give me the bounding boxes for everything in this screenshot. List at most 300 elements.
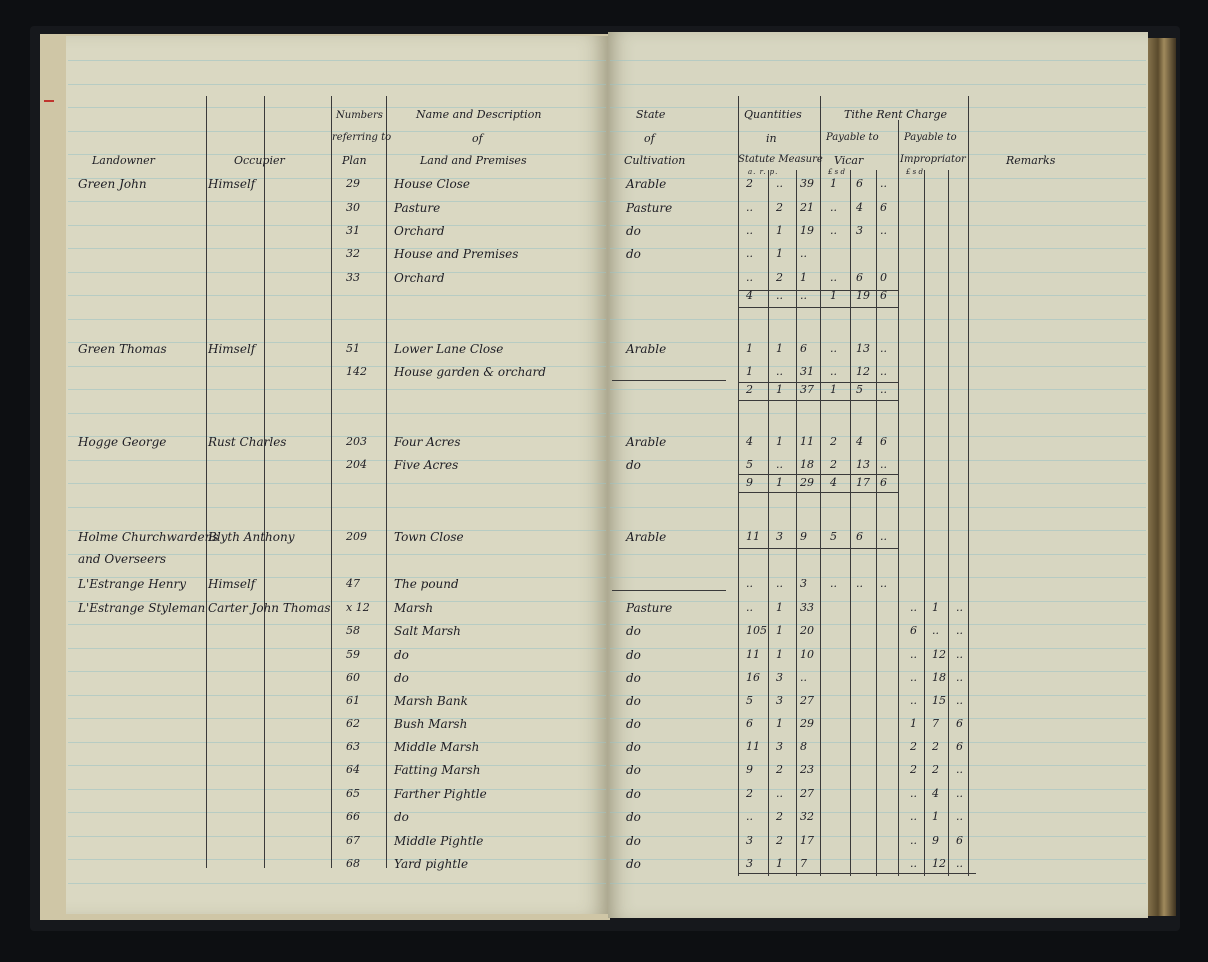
cultivation-cell: Pasture bbox=[626, 601, 673, 615]
perches-cell: 9 bbox=[800, 530, 807, 543]
vicar-shillings-cell: 13 bbox=[856, 342, 870, 355]
roods-cell: 1 bbox=[776, 857, 783, 870]
plan-number-cell: 59 bbox=[346, 648, 360, 661]
impro-shillings-cell: .. bbox=[932, 624, 939, 637]
vicar-pence-cell: 6 bbox=[880, 476, 887, 489]
ruled-line bbox=[610, 225, 1146, 226]
occupier-cell: Carter John Thomas bbox=[208, 601, 331, 615]
total-rule bbox=[738, 307, 898, 308]
roods-cell: 1 bbox=[776, 342, 783, 355]
total-rule bbox=[738, 474, 898, 475]
impro-pounds-cell: .. bbox=[910, 810, 917, 823]
ruled-line bbox=[68, 765, 606, 766]
acres-cell: 5 bbox=[746, 694, 753, 707]
ruled-line bbox=[610, 695, 1146, 696]
landowner-cell: L'Estrange Henry bbox=[78, 577, 187, 591]
ruled-line bbox=[68, 718, 606, 719]
ruled-line bbox=[610, 624, 1146, 625]
impro-shillings-cell: 7 bbox=[932, 717, 939, 730]
vicar-pounds-cell: 1 bbox=[830, 177, 837, 190]
plan-number-cell: 67 bbox=[346, 834, 360, 847]
plan-number-cell: 47 bbox=[346, 577, 360, 590]
vicar-shillings-cell: 6 bbox=[856, 177, 863, 190]
vicar-pounds-cell: .. bbox=[830, 365, 837, 378]
acres-cell: 6 bbox=[746, 717, 753, 730]
perches-cell: 8 bbox=[800, 740, 807, 753]
description-cell: Marsh bbox=[394, 601, 434, 615]
description-cell: Town Close bbox=[394, 530, 464, 544]
plan-number-cell: 61 bbox=[346, 694, 360, 707]
roods-cell: 2 bbox=[776, 271, 783, 284]
ruled-line bbox=[68, 836, 606, 837]
total-rule bbox=[612, 380, 726, 381]
plan-number-cell: 32 bbox=[346, 247, 360, 260]
description-cell: Farther Pightle bbox=[394, 787, 487, 801]
ruled-line bbox=[68, 883, 606, 884]
cultivation-cell: do bbox=[626, 694, 641, 708]
plan-number-cell: 65 bbox=[346, 787, 360, 800]
description-cell: Yard pightle bbox=[394, 857, 469, 871]
perches-cell: 19 bbox=[800, 224, 814, 237]
ruled-line bbox=[610, 272, 1146, 273]
cultivation-cell: Arable bbox=[626, 435, 667, 449]
plan-number-cell: 33 bbox=[346, 271, 360, 284]
perches-cell: 7 bbox=[800, 857, 807, 870]
red-margin-mark bbox=[44, 100, 54, 102]
cultivation-cell: do bbox=[626, 787, 641, 801]
cultivation-cell: do bbox=[626, 624, 641, 638]
perches-cell: 39 bbox=[800, 177, 814, 190]
ruled-line bbox=[610, 836, 1146, 837]
ruled-line bbox=[68, 695, 606, 696]
vicar-pounds-cell: .. bbox=[830, 201, 837, 214]
landowner-cell: Holme Churchwardens bbox=[78, 530, 219, 544]
ruled-line bbox=[610, 201, 1146, 202]
total-rule bbox=[738, 400, 898, 401]
total-rule bbox=[738, 382, 898, 383]
impro-pence-cell: 6 bbox=[956, 834, 963, 847]
acres-cell: 9 bbox=[746, 763, 753, 776]
occupier-cell: Himself bbox=[208, 342, 256, 356]
plan-number-cell: x 12 bbox=[346, 601, 370, 614]
ruled-line bbox=[68, 671, 606, 672]
cultivation-cell: do bbox=[626, 857, 641, 871]
impro-pounds-cell: .. bbox=[910, 694, 917, 707]
right-page bbox=[608, 32, 1148, 918]
acres-cell: 2 bbox=[746, 383, 753, 396]
cultivation-cell: do bbox=[626, 763, 641, 777]
roods-cell: 3 bbox=[776, 530, 783, 543]
roods-cell: 2 bbox=[776, 763, 783, 776]
header-state-of: of bbox=[644, 132, 655, 145]
roods-cell: 3 bbox=[776, 740, 783, 753]
description-cell: Bush Marsh bbox=[394, 717, 468, 731]
impro-pence-cell: .. bbox=[956, 671, 963, 684]
ruled-line bbox=[610, 530, 1146, 531]
description-cell: Lower Lane Close bbox=[394, 342, 504, 356]
ruled-line bbox=[610, 483, 1146, 484]
ruled-line bbox=[610, 765, 1146, 766]
plan-number-cell: 66 bbox=[346, 810, 360, 823]
perches-cell: .. bbox=[800, 289, 807, 302]
vicar-pounds-cell: 1 bbox=[830, 383, 837, 396]
acres-cell: 1 bbox=[746, 365, 753, 378]
vicar-shillings-cell: 19 bbox=[856, 289, 870, 302]
acres-cell: 16 bbox=[746, 671, 760, 684]
acres-cell: 2 bbox=[746, 787, 753, 800]
roods-cell: .. bbox=[776, 177, 783, 190]
roods-cell: 2 bbox=[776, 834, 783, 847]
perches-cell: .. bbox=[800, 671, 807, 684]
description-cell: House Close bbox=[394, 177, 470, 191]
header-quantities-in: in bbox=[766, 132, 777, 145]
perches-cell: 10 bbox=[800, 648, 814, 661]
impro-pence-cell: .. bbox=[956, 810, 963, 823]
header-vicar: Vicar bbox=[834, 154, 864, 167]
roods-cell: 2 bbox=[776, 810, 783, 823]
cultivation-cell: do bbox=[626, 224, 641, 238]
impro-pence-cell: .. bbox=[956, 787, 963, 800]
header-quantity-units: a. r. p. bbox=[748, 168, 779, 176]
header-numbers: Numbers bbox=[336, 110, 383, 121]
description-cell: Marsh Bank bbox=[394, 694, 468, 708]
description-cell: Fatting Marsh bbox=[394, 763, 481, 777]
description-cell: House garden & orchard bbox=[394, 365, 546, 379]
impro-pence-cell: .. bbox=[956, 694, 963, 707]
vicar-shillings-cell: 4 bbox=[856, 435, 863, 448]
perches-cell: 23 bbox=[800, 763, 814, 776]
header-vicar-money-units: £ s d bbox=[828, 168, 845, 176]
column-rule bbox=[738, 96, 739, 876]
vicar-pounds-cell: 2 bbox=[830, 435, 837, 448]
perches-cell: 3 bbox=[800, 577, 807, 590]
ruled-line bbox=[610, 742, 1146, 743]
acres-cell: 3 bbox=[746, 834, 753, 847]
perches-cell: 31 bbox=[800, 365, 814, 378]
ruled-line bbox=[610, 436, 1146, 437]
header-quantities: Quantities bbox=[744, 108, 802, 121]
ruled-line bbox=[68, 483, 606, 484]
header-cultivation: Cultivation bbox=[624, 154, 686, 167]
left-page bbox=[66, 36, 608, 914]
ruled-line bbox=[68, 60, 606, 61]
roods-cell: 1 bbox=[776, 717, 783, 730]
acres-cell: .. bbox=[746, 201, 753, 214]
acres-cell: .. bbox=[746, 601, 753, 614]
impro-shillings-cell: 1 bbox=[932, 810, 939, 823]
ruled-line bbox=[68, 272, 606, 273]
perches-cell: 32 bbox=[800, 810, 814, 823]
header-remarks: Remarks bbox=[1006, 154, 1056, 167]
roods-cell: 1 bbox=[776, 476, 783, 489]
cultivation-cell: do bbox=[626, 671, 641, 685]
header-numbers-plan: Plan bbox=[342, 154, 367, 167]
description-cell: Orchard bbox=[394, 271, 445, 285]
impro-shillings-cell: 15 bbox=[932, 694, 946, 707]
roods-cell: .. bbox=[776, 365, 783, 378]
plan-number-cell: 203 bbox=[346, 435, 367, 448]
ruled-line bbox=[610, 295, 1146, 296]
vicar-shillings-cell: 3 bbox=[856, 224, 863, 237]
description-cell: Five Acres bbox=[394, 458, 459, 472]
roods-cell: 3 bbox=[776, 671, 783, 684]
vicar-pence-cell: .. bbox=[880, 177, 887, 190]
ruled-line bbox=[610, 812, 1146, 813]
total-rule bbox=[612, 590, 726, 591]
column-rule bbox=[924, 170, 925, 876]
vicar-pence-cell: .. bbox=[880, 342, 887, 355]
column-rule bbox=[820, 96, 821, 876]
column-rule bbox=[968, 96, 969, 876]
ruled-line bbox=[610, 178, 1146, 179]
ruled-line bbox=[68, 648, 606, 649]
perches-cell: 33 bbox=[800, 601, 814, 614]
vicar-shillings-cell: 6 bbox=[856, 271, 863, 284]
plan-number-cell: 58 bbox=[346, 624, 360, 637]
vicar-pounds-cell: 5 bbox=[830, 530, 837, 543]
plan-number-cell: 29 bbox=[346, 177, 360, 190]
acres-cell: 105 bbox=[746, 624, 767, 637]
impro-shillings-cell: 2 bbox=[932, 763, 939, 776]
vicar-pence-cell: .. bbox=[880, 224, 887, 237]
ruled-line bbox=[68, 201, 606, 202]
impro-pence-cell: .. bbox=[956, 624, 963, 637]
ruled-line bbox=[68, 507, 606, 508]
perches-cell: 21 bbox=[800, 201, 814, 214]
roods-cell: .. bbox=[776, 289, 783, 302]
description-cell: Middle Marsh bbox=[394, 740, 480, 754]
roods-cell: 1 bbox=[776, 224, 783, 237]
ruled-line bbox=[68, 789, 606, 790]
ruled-line bbox=[610, 319, 1146, 320]
column-rule bbox=[876, 170, 877, 876]
occupier-cell: Blyth Anthony bbox=[208, 530, 295, 544]
vicar-pounds-cell: .. bbox=[830, 342, 837, 355]
impro-pounds-cell: .. bbox=[910, 671, 917, 684]
occupier-cell: Himself bbox=[208, 177, 256, 191]
ruled-line bbox=[610, 342, 1146, 343]
ruled-line bbox=[610, 789, 1146, 790]
roods-cell: 1 bbox=[776, 383, 783, 396]
total-rule bbox=[738, 873, 976, 874]
acres-cell: 1 bbox=[746, 342, 753, 355]
column-rule bbox=[331, 96, 332, 868]
header-numbers-referring: referring to bbox=[332, 132, 392, 143]
total-rule bbox=[738, 290, 898, 291]
ruled-line bbox=[68, 859, 606, 860]
ruled-line bbox=[610, 248, 1146, 249]
header-impropriator: Impropriator bbox=[900, 154, 966, 165]
vicar-pence-cell: .. bbox=[880, 577, 887, 590]
ruled-line bbox=[610, 883, 1146, 884]
acres-cell: 11 bbox=[746, 530, 760, 543]
ruled-line bbox=[68, 812, 606, 813]
landowner-cell: Green Thomas bbox=[78, 342, 167, 356]
impro-pounds-cell: 2 bbox=[910, 740, 917, 753]
roods-cell: .. bbox=[776, 458, 783, 471]
perches-cell: .. bbox=[800, 247, 807, 260]
impro-pounds-cell: .. bbox=[910, 601, 917, 614]
plan-number-cell: 63 bbox=[346, 740, 360, 753]
roods-cell: 2 bbox=[776, 201, 783, 214]
acres-cell: 11 bbox=[746, 648, 760, 661]
impro-pounds-cell: 2 bbox=[910, 763, 917, 776]
column-rule bbox=[796, 170, 797, 876]
description-cell: Four Acres bbox=[394, 435, 461, 449]
vicar-pounds-cell: .. bbox=[830, 577, 837, 590]
perches-cell: 29 bbox=[800, 476, 814, 489]
vicar-pence-cell: .. bbox=[880, 365, 887, 378]
acres-cell: .. bbox=[746, 810, 753, 823]
impro-shillings-cell: 18 bbox=[932, 671, 946, 684]
impro-shillings-cell: 12 bbox=[932, 648, 946, 661]
plan-number-cell: 60 bbox=[346, 671, 360, 684]
column-rule bbox=[206, 96, 207, 868]
header-payable-impropriator: Payable to bbox=[904, 132, 957, 143]
cultivation-cell: do bbox=[626, 458, 641, 472]
plan-number-cell: 209 bbox=[346, 530, 367, 543]
impro-pounds-cell: .. bbox=[910, 857, 917, 870]
ruled-line bbox=[610, 507, 1146, 508]
plan-number-cell: 30 bbox=[346, 201, 360, 214]
total-rule bbox=[738, 492, 898, 493]
ruled-line bbox=[610, 601, 1146, 602]
ruled-line bbox=[610, 60, 1146, 61]
perches-cell: 27 bbox=[800, 694, 814, 707]
acres-cell: 2 bbox=[746, 177, 753, 190]
roods-cell: 1 bbox=[776, 435, 783, 448]
header-name-of: of bbox=[472, 132, 483, 145]
impro-shillings-cell: 9 bbox=[932, 834, 939, 847]
perches-cell: 17 bbox=[800, 834, 814, 847]
column-rule bbox=[264, 96, 265, 868]
impro-pounds-cell: 1 bbox=[910, 717, 917, 730]
ruled-line bbox=[68, 295, 606, 296]
ruled-line bbox=[68, 84, 606, 85]
ruled-line bbox=[610, 554, 1146, 555]
description-cell: The pound bbox=[394, 577, 459, 591]
vicar-shillings-cell: 13 bbox=[856, 458, 870, 471]
total-rule bbox=[738, 548, 898, 549]
ruled-line bbox=[68, 389, 606, 390]
impro-pence-cell: .. bbox=[956, 601, 963, 614]
acres-cell: 5 bbox=[746, 458, 753, 471]
impro-shillings-cell: 4 bbox=[932, 787, 939, 800]
acres-cell: 4 bbox=[746, 289, 753, 302]
description-cell: Orchard bbox=[394, 224, 445, 238]
vicar-shillings-cell: 12 bbox=[856, 365, 870, 378]
impro-pence-cell: .. bbox=[956, 857, 963, 870]
roods-cell: .. bbox=[776, 787, 783, 800]
cultivation-cell: Arable bbox=[626, 530, 667, 544]
ruled-line bbox=[68, 460, 606, 461]
roods-cell: .. bbox=[776, 577, 783, 590]
ruled-line bbox=[610, 154, 1146, 155]
cultivation-cell: do bbox=[626, 834, 641, 848]
column-rule bbox=[850, 170, 851, 876]
plan-number-cell: 68 bbox=[346, 857, 360, 870]
vicar-pounds-cell: .. bbox=[830, 271, 837, 284]
header-state: State bbox=[636, 108, 666, 121]
perches-cell: 27 bbox=[800, 787, 814, 800]
description-cell: Middle Pightle bbox=[394, 834, 484, 848]
vicar-shillings-cell: 17 bbox=[856, 476, 870, 489]
ruled-line bbox=[68, 624, 606, 625]
acres-cell: 3 bbox=[746, 857, 753, 870]
landowner-cell: Hogge George bbox=[78, 435, 167, 449]
acres-cell: 11 bbox=[746, 740, 760, 753]
header-occupier: Occupier bbox=[234, 154, 285, 167]
roods-cell: 1 bbox=[776, 247, 783, 260]
plan-number-cell: 62 bbox=[346, 717, 360, 730]
vicar-shillings-cell: 4 bbox=[856, 201, 863, 214]
impro-pence-cell: .. bbox=[956, 763, 963, 776]
cultivation-cell: do bbox=[626, 648, 641, 662]
header-name-description: Name and Description bbox=[416, 108, 542, 121]
perches-cell: 6 bbox=[800, 342, 807, 355]
ruled-line bbox=[610, 460, 1146, 461]
roods-cell: 1 bbox=[776, 624, 783, 637]
occupier-cell: Rust Charles bbox=[208, 435, 287, 449]
plan-number-cell: 51 bbox=[346, 342, 360, 355]
vicar-pence-cell: 6 bbox=[880, 289, 887, 302]
impro-pounds-cell: .. bbox=[910, 834, 917, 847]
landowner-cell: Green John bbox=[78, 177, 147, 191]
vicar-pence-cell: .. bbox=[880, 383, 887, 396]
header-payable-vicar: Payable to bbox=[826, 132, 879, 143]
ruled-line bbox=[68, 413, 606, 414]
cultivation-cell: do bbox=[626, 247, 641, 261]
landowner-cell: L'Estrange Styleman bbox=[78, 601, 206, 615]
vicar-pence-cell: 6 bbox=[880, 435, 887, 448]
description-cell: Pasture bbox=[394, 201, 441, 215]
ruled-line bbox=[610, 859, 1146, 860]
ruled-line bbox=[68, 225, 606, 226]
impro-pence-cell: 6 bbox=[956, 717, 963, 730]
impro-shillings-cell: 2 bbox=[932, 740, 939, 753]
roods-cell: 1 bbox=[776, 601, 783, 614]
perches-cell: 29 bbox=[800, 717, 814, 730]
impro-shillings-cell: 12 bbox=[932, 857, 946, 870]
header-tithe-rent-charge: Tithe Rent Charge bbox=[844, 108, 948, 121]
vicar-pounds-cell: 1 bbox=[830, 289, 837, 302]
perches-cell: 1 bbox=[800, 271, 807, 284]
vicar-shillings-cell: 6 bbox=[856, 530, 863, 543]
description-cell: House and Premises bbox=[394, 247, 519, 261]
vicar-pounds-cell: 2 bbox=[830, 458, 837, 471]
roods-cell: 1 bbox=[776, 648, 783, 661]
description-cell: do bbox=[394, 810, 409, 824]
ruled-line bbox=[610, 648, 1146, 649]
ruled-line bbox=[610, 577, 1146, 578]
ruled-line bbox=[68, 742, 606, 743]
column-rule bbox=[386, 96, 387, 868]
vicar-pence-cell: 0 bbox=[880, 271, 887, 284]
impro-shillings-cell: 1 bbox=[932, 601, 939, 614]
header-landowner: Landowner bbox=[92, 154, 155, 167]
acres-cell: .. bbox=[746, 224, 753, 237]
plan-number-cell: 142 bbox=[346, 365, 367, 378]
plan-number-cell: 204 bbox=[346, 458, 367, 471]
header-statute-measure: Statute Measure bbox=[738, 154, 823, 165]
ruled-line bbox=[610, 366, 1146, 367]
perches-cell: 37 bbox=[800, 383, 814, 396]
impro-pounds-cell: 6 bbox=[910, 624, 917, 637]
cultivation-cell: Arable bbox=[626, 177, 667, 191]
perches-cell: 20 bbox=[800, 624, 814, 637]
ruled-line bbox=[610, 389, 1146, 390]
acres-cell: 9 bbox=[746, 476, 753, 489]
